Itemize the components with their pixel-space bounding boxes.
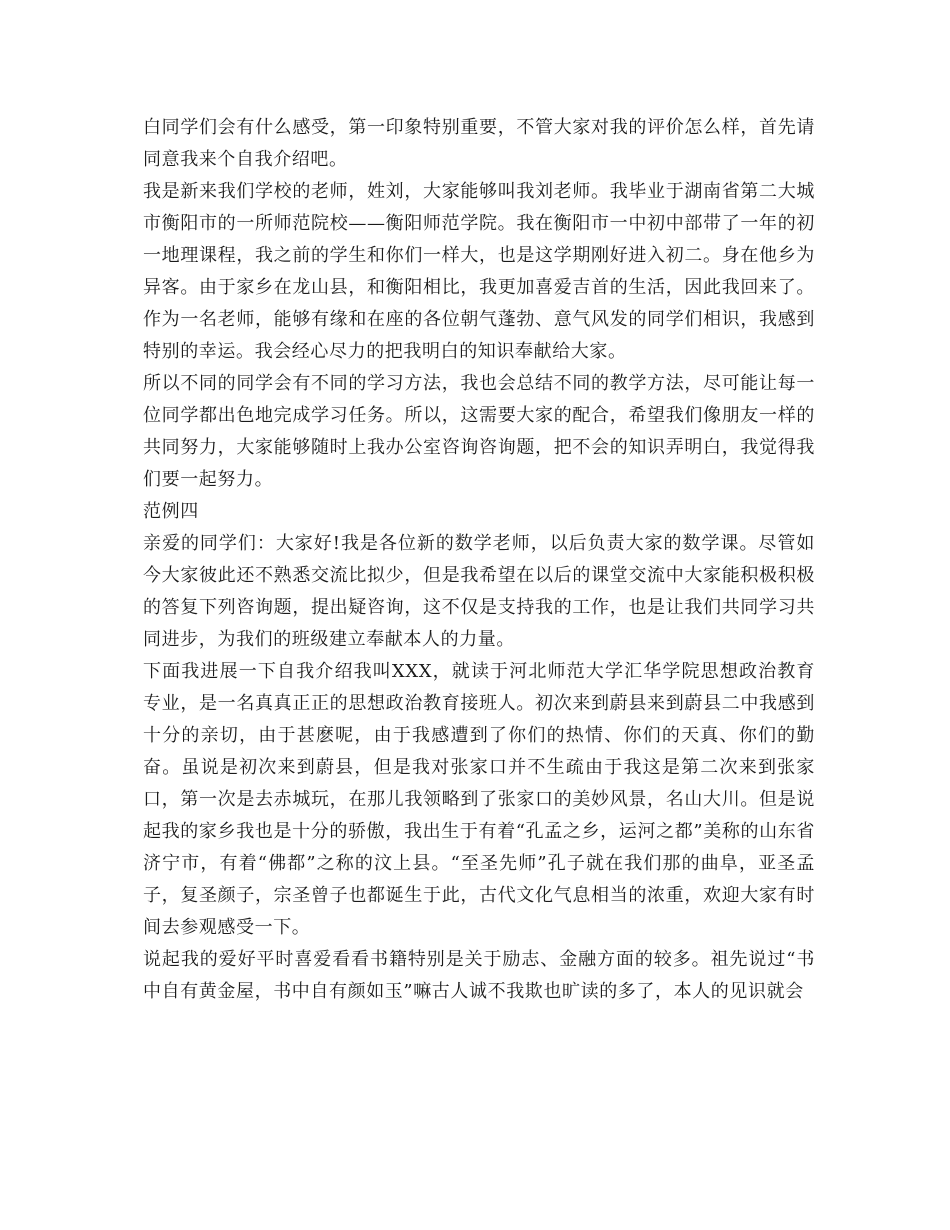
paragraph: 我是新来我们学校的老师，姓刘，大家能够叫我刘老师。我毕业于湖南省第二大城市衡阳市的一所师范院校——衡阳师范学院。我在衡阳市一中初中部带了一年的初一地理课程，我之前的学生和你们一样大，也是这学期刚好进入初二。身在他乡为异客。由于家乡在龙山县，和衡阳相比，我更加喜爱吉首的生活，因此我回来了。作为一名老师，能够有缘和在座的各位朝气蓬勃、意气风发的同学们相识，我感到特别的幸运。我会经心尽力的把我明白的知识奉献给大家。 <box>143 181 815 362</box>
document-body <box>143 112 815 1008</box>
paragraph: 下面我进展一下自我介绍我叫XXX，就读于河北师范大学汇华学院思想政治教育专业，是一名真真正正的思想政治教育接班人。初次来到蔚县来到蔚县二中我感到十分的亲切，由于甚麽呢，由于我感遭到了你们的热情、你们的天真、你们的勤奋。虽说是初次来到蔚县，但是我对张家口并不生疏由于我这是第二次来到张家口，第一次是去赤城玩，在那儿我领略到了张家口的美妙风景，名山大川。但是说起我的家乡我也是十分的骄傲，我出生于有着“孔孟之乡，运河之都”美称的山东省济宁市，有着“佛都”之称的汶上县。“至圣先师”孔子就在我们那的曲阜，亚圣孟子，复圣颜子，宗圣曾子也都诞生于此，古代文化气息相当的浓重，欢迎大家有时间去参观感受一下。 <box>143 661 815 938</box>
paragraph: 白同学们会有什么感受，第一印象特别重要，不管大家对我的评价怎么样，首先请同意我来个自我介绍吧。 <box>143 117 815 170</box>
paragraph: 所以不同的同学会有不同的学习方法，我也会总结不同的教学方法，尽可能让每一位同学都出色地完成学习任务。所以，这需要大家的配合，希望我们像朋友一样的共同努力，大家能够随时上我办公室咨询咨询题，把不会的知识弄明白，我觉得我们要一起努力。 <box>143 373 815 490</box>
section-heading: 范例四 <box>143 501 199 522</box>
paragraph: 亲爱的同学们：大家好!我是各位新的数学老师，以后负责大家的数学课。尽管如今大家彼此还不熟悉交流比拟少，但是我希望在以后的课堂交流中大家能积极积极的答复下列咨询题，提出疑咨询，这不仅是支持我的工作，也是让我们共同学习共同进步，为我们的班级建立奉献本人的力量。 <box>143 533 815 650</box>
paragraph: 说起我的爱好平时喜爱看看书籍特别是关于励志、金融方面的较多。祖先说过“书中自有黄金屋，书中自有颜如玉”嘛古人诚不我欺也旷读的多了，本人的见识就会 <box>143 949 815 1002</box>
